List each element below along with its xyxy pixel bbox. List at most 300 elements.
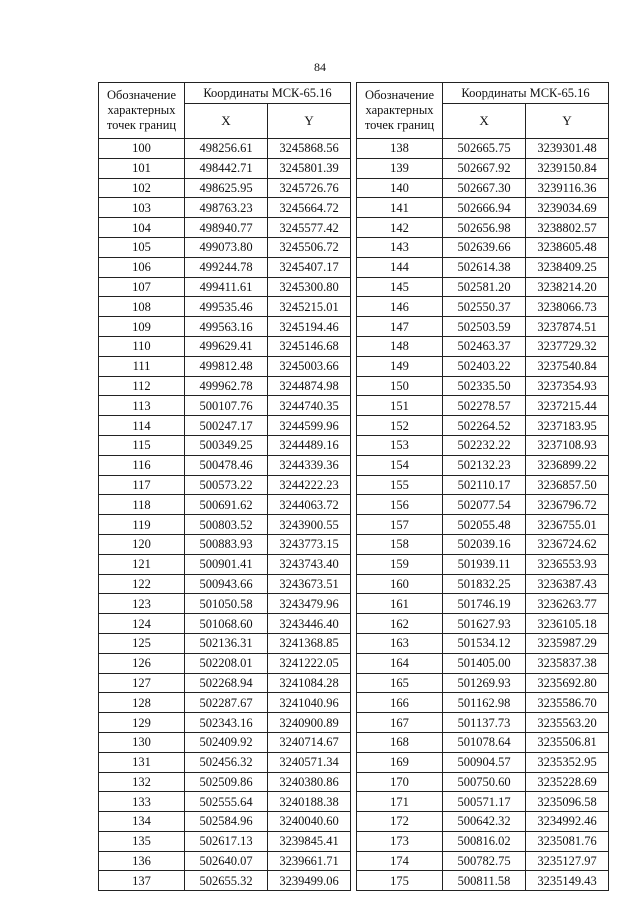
x-value-cell: 499629.41 <box>185 336 268 356</box>
point-number-cell: 112 <box>99 376 185 396</box>
y-value-cell: 3239034.69 <box>526 198 609 218</box>
x-column-header: X <box>443 104 526 139</box>
x-value-cell: 502456.32 <box>185 752 268 772</box>
x-value-cell: 502614.38 <box>443 257 526 277</box>
point-number-cell: 124 <box>99 614 185 634</box>
point-number-cell: 116 <box>99 455 185 475</box>
y-value-cell: 3238066.73 <box>526 297 609 317</box>
point-number-cell: 143 <box>357 237 443 257</box>
y-value-cell: 3245146.68 <box>268 336 351 356</box>
point-number-cell: 139 <box>357 158 443 178</box>
y-value-cell: 3236796.72 <box>526 495 609 515</box>
table-row <box>357 178 609 198</box>
x-value-cell: 500904.57 <box>443 752 526 772</box>
y-value-cell: 3243773.15 <box>268 534 351 554</box>
point-number-cell: 100 <box>99 139 185 159</box>
point-number-cell: 109 <box>99 317 185 337</box>
table-row <box>357 772 609 792</box>
x-value-cell: 502503.59 <box>443 317 526 337</box>
x-value-cell: 501939.11 <box>443 554 526 574</box>
point-number-cell: 163 <box>357 633 443 653</box>
y-value-cell: 3244222.23 <box>268 475 351 495</box>
point-number-cell: 123 <box>99 594 185 614</box>
table-row <box>99 871 351 891</box>
y-value-cell: 3235228.69 <box>526 772 609 792</box>
point-number-cell: 161 <box>357 594 443 614</box>
y-value-cell: 3244740.35 <box>268 396 351 416</box>
coordinates-table-right <box>356 82 609 891</box>
x-value-cell: 502343.16 <box>185 713 268 733</box>
point-number-cell: 125 <box>99 633 185 653</box>
x-value-cell: 499563.16 <box>185 317 268 337</box>
point-label-header <box>357 83 443 139</box>
x-value-cell: 502132.23 <box>443 455 526 475</box>
y-value-cell: 3245726.76 <box>268 178 351 198</box>
x-value-cell: 500943.66 <box>185 574 268 594</box>
x-value-cell: 502555.64 <box>185 792 268 812</box>
y-value-cell: 3235096.58 <box>526 792 609 812</box>
table-row <box>357 614 609 634</box>
table-row <box>357 376 609 396</box>
y-value-cell: 3245407.17 <box>268 257 351 277</box>
point-number-cell: 113 <box>99 396 185 416</box>
x-value-cell: 498763.23 <box>185 198 268 218</box>
table-row <box>99 831 351 851</box>
point-number-cell: 120 <box>99 534 185 554</box>
y-value-cell: 3235149.43 <box>526 871 609 891</box>
point-number-cell: 165 <box>357 673 443 693</box>
y-value-cell: 3237729.32 <box>526 336 609 356</box>
y-value-cell: 3241368.85 <box>268 633 351 653</box>
table-row <box>357 336 609 356</box>
y-value-cell: 3238214.20 <box>526 277 609 297</box>
x-value-cell: 502617.13 <box>185 831 268 851</box>
table-row <box>99 158 351 178</box>
x-value-cell: 502584.96 <box>185 812 268 832</box>
point-number-cell: 154 <box>357 455 443 475</box>
table-row <box>99 475 351 495</box>
y-value-cell: 3237540.84 <box>526 356 609 376</box>
point-number-cell: 107 <box>99 277 185 297</box>
point-label-line1: Обозначение <box>106 88 177 102</box>
point-number-cell: 152 <box>357 416 443 436</box>
table-row <box>357 495 609 515</box>
table-row <box>357 673 609 693</box>
table-row <box>357 515 609 535</box>
point-number-cell: 169 <box>357 752 443 772</box>
point-label-line3: точек границ <box>364 118 435 132</box>
x-value-cell: 500750.60 <box>443 772 526 792</box>
x-value-cell: 500573.22 <box>185 475 268 495</box>
table-row <box>99 495 351 515</box>
x-value-cell: 501269.93 <box>443 673 526 693</box>
point-number-cell: 172 <box>357 812 443 832</box>
x-value-cell: 501078.64 <box>443 732 526 752</box>
y-value-cell: 3236724.62 <box>526 534 609 554</box>
point-number-cell: 147 <box>357 317 443 337</box>
table-row <box>357 317 609 337</box>
table-row <box>357 594 609 614</box>
y-column-header: Y <box>268 104 351 139</box>
y-value-cell: 3236553.93 <box>526 554 609 574</box>
table-row <box>99 376 351 396</box>
y-value-cell: 3235127.97 <box>526 851 609 871</box>
point-number-cell: 149 <box>357 356 443 376</box>
point-number-cell: 173 <box>357 831 443 851</box>
y-value-cell: 3235586.70 <box>526 693 609 713</box>
x-value-cell: 502136.31 <box>185 633 268 653</box>
y-value-cell: 3245215.01 <box>268 297 351 317</box>
y-value-cell: 3245577.42 <box>268 218 351 238</box>
table-row <box>357 831 609 851</box>
x-column-header: X <box>185 104 268 139</box>
table-row <box>357 851 609 871</box>
table-row <box>99 673 351 693</box>
table-row <box>357 396 609 416</box>
table-row <box>99 297 351 317</box>
left-table-body <box>99 139 351 891</box>
y-value-cell: 3245801.39 <box>268 158 351 178</box>
x-value-cell: 502509.86 <box>185 772 268 792</box>
x-value-cell: 502550.37 <box>443 297 526 317</box>
y-value-cell: 3244599.96 <box>268 416 351 436</box>
x-value-cell: 502667.92 <box>443 158 526 178</box>
point-number-cell: 110 <box>99 336 185 356</box>
x-value-cell: 500691.62 <box>185 495 268 515</box>
table-row <box>357 237 609 257</box>
point-number-cell: 164 <box>357 653 443 673</box>
y-value-cell: 3234992.46 <box>526 812 609 832</box>
x-value-cell: 502463.37 <box>443 336 526 356</box>
point-number-cell: 134 <box>99 812 185 832</box>
y-value-cell: 3235563.20 <box>526 713 609 733</box>
table-row <box>357 633 609 653</box>
coord-group-header: Координаты МСК-65.16 <box>185 83 351 104</box>
x-value-cell: 501746.19 <box>443 594 526 614</box>
x-value-cell: 501137.73 <box>443 713 526 733</box>
table-row <box>99 317 351 337</box>
y-value-cell: 3237354.93 <box>526 376 609 396</box>
y-value-cell: 3243743.40 <box>268 554 351 574</box>
x-value-cell: 502581.20 <box>443 277 526 297</box>
y-value-cell: 3239150.84 <box>526 158 609 178</box>
table-row <box>99 416 351 436</box>
point-number-cell: 141 <box>357 198 443 218</box>
point-number-cell: 127 <box>99 673 185 693</box>
x-value-cell: 498442.71 <box>185 158 268 178</box>
x-value-cell: 501162.98 <box>443 693 526 713</box>
table-row <box>99 574 351 594</box>
point-number-cell: 132 <box>99 772 185 792</box>
y-value-cell: 3243479.96 <box>268 594 351 614</box>
x-value-cell: 499411.61 <box>185 277 268 297</box>
table-row <box>99 633 351 653</box>
table-row <box>357 416 609 436</box>
y-value-cell: 3235506.81 <box>526 732 609 752</box>
table-row <box>99 851 351 871</box>
point-number-cell: 106 <box>99 257 185 277</box>
point-number-cell: 174 <box>357 851 443 871</box>
point-number-cell: 135 <box>99 831 185 851</box>
table-row <box>99 713 351 733</box>
x-value-cell: 501050.58 <box>185 594 268 614</box>
point-number-cell: 117 <box>99 475 185 495</box>
x-value-cell: 502656.98 <box>443 218 526 238</box>
x-value-cell: 502055.48 <box>443 515 526 535</box>
y-value-cell: 3244874.98 <box>268 376 351 396</box>
point-label-line2: характерных <box>365 103 434 117</box>
point-number-cell: 105 <box>99 237 185 257</box>
y-value-cell: 3245506.72 <box>268 237 351 257</box>
y-value-cell: 3239301.48 <box>526 139 609 159</box>
table-row <box>99 772 351 792</box>
y-value-cell: 3237215.44 <box>526 396 609 416</box>
coord-group-header: Координаты МСК-65.16 <box>443 83 609 104</box>
table-row <box>357 574 609 594</box>
x-value-cell: 502667.30 <box>443 178 526 198</box>
table-row <box>357 713 609 733</box>
page-number: 84 <box>314 60 326 74</box>
x-value-cell: 502110.17 <box>443 475 526 495</box>
table-row <box>357 218 609 238</box>
table-row <box>357 871 609 891</box>
y-value-cell: 3236857.50 <box>526 475 609 495</box>
x-value-cell: 500247.17 <box>185 416 268 436</box>
point-number-cell: 111 <box>99 356 185 376</box>
point-number-cell: 145 <box>357 277 443 297</box>
table-row <box>357 158 609 178</box>
point-number-cell: 102 <box>99 178 185 198</box>
y-value-cell: 3240188.38 <box>268 792 351 812</box>
y-value-cell: 3238409.25 <box>526 257 609 277</box>
point-number-cell: 162 <box>357 614 443 634</box>
x-value-cell: 499812.48 <box>185 356 268 376</box>
y-value-cell: 3245194.46 <box>268 317 351 337</box>
point-number-cell: 155 <box>357 475 443 495</box>
y-value-cell: 3239845.41 <box>268 831 351 851</box>
x-value-cell: 501405.00 <box>443 653 526 673</box>
point-number-cell: 103 <box>99 198 185 218</box>
y-value-cell: 3240040.60 <box>268 812 351 832</box>
point-number-cell: 118 <box>99 495 185 515</box>
point-number-cell: 119 <box>99 515 185 535</box>
table-row <box>357 792 609 812</box>
table-row <box>357 455 609 475</box>
x-value-cell: 501534.12 <box>443 633 526 653</box>
table-row <box>357 693 609 713</box>
point-number-cell: 136 <box>99 851 185 871</box>
x-value-cell: 502278.57 <box>443 396 526 416</box>
coordinates-tables <box>98 82 614 891</box>
point-number-cell: 150 <box>357 376 443 396</box>
y-value-cell: 3243446.40 <box>268 614 351 634</box>
point-number-cell: 167 <box>357 713 443 733</box>
x-value-cell: 500107.76 <box>185 396 268 416</box>
y-value-cell: 3240900.89 <box>268 713 351 733</box>
point-number-cell: 130 <box>99 732 185 752</box>
y-value-cell: 3244489.16 <box>268 435 351 455</box>
x-value-cell: 502639.66 <box>443 237 526 257</box>
table-row <box>99 455 351 475</box>
point-number-cell: 115 <box>99 435 185 455</box>
table-row <box>357 554 609 574</box>
table-row <box>99 336 351 356</box>
x-value-cell: 502039.16 <box>443 534 526 554</box>
table-row <box>99 812 351 832</box>
point-number-cell: 148 <box>357 336 443 356</box>
point-number-cell: 104 <box>99 218 185 238</box>
table-row <box>99 257 351 277</box>
table-row <box>99 693 351 713</box>
point-number-cell: 170 <box>357 772 443 792</box>
x-value-cell: 502077.54 <box>443 495 526 515</box>
x-value-cell: 501832.25 <box>443 574 526 594</box>
y-column-header: Y <box>526 104 609 139</box>
y-value-cell: 3241084.28 <box>268 673 351 693</box>
y-value-cell: 3238605.48 <box>526 237 609 257</box>
y-value-cell: 3236755.01 <box>526 515 609 535</box>
table-row <box>357 732 609 752</box>
point-number-cell: 121 <box>99 554 185 574</box>
point-number-cell: 157 <box>357 515 443 535</box>
x-value-cell: 502665.75 <box>443 139 526 159</box>
right-table-body <box>357 139 609 891</box>
point-number-cell: 140 <box>357 178 443 198</box>
x-value-cell: 499962.78 <box>185 376 268 396</box>
x-value-cell: 500803.52 <box>185 515 268 535</box>
point-number-cell: 166 <box>357 693 443 713</box>
point-number-cell: 153 <box>357 435 443 455</box>
y-value-cell: 3243673.51 <box>268 574 351 594</box>
x-value-cell: 502403.22 <box>443 356 526 376</box>
y-value-cell: 3240571.34 <box>268 752 351 772</box>
table-row <box>357 435 609 455</box>
x-value-cell: 502268.94 <box>185 673 268 693</box>
point-number-cell: 171 <box>357 792 443 812</box>
point-label-line2: характерных <box>107 103 176 117</box>
point-number-cell: 156 <box>357 495 443 515</box>
table-row <box>99 396 351 416</box>
table-row <box>99 594 351 614</box>
point-number-cell: 168 <box>357 732 443 752</box>
y-value-cell: 3240714.67 <box>268 732 351 752</box>
table-row <box>99 653 351 673</box>
point-number-cell: 144 <box>357 257 443 277</box>
point-number-cell: 114 <box>99 416 185 436</box>
table-row <box>99 752 351 772</box>
y-value-cell: 3238802.57 <box>526 218 609 238</box>
x-value-cell: 499073.80 <box>185 237 268 257</box>
y-value-cell: 3236387.43 <box>526 574 609 594</box>
x-value-cell: 500478.46 <box>185 455 268 475</box>
y-value-cell: 3241222.05 <box>268 653 351 673</box>
x-value-cell: 498625.95 <box>185 178 268 198</box>
table-row <box>99 218 351 238</box>
y-value-cell: 3237108.93 <box>526 435 609 455</box>
point-number-cell: 122 <box>99 574 185 594</box>
table-row <box>99 554 351 574</box>
x-value-cell: 499535.46 <box>185 297 268 317</box>
point-number-cell: 101 <box>99 158 185 178</box>
y-value-cell: 3245664.72 <box>268 198 351 218</box>
table-row <box>99 732 351 752</box>
point-number-cell: 159 <box>357 554 443 574</box>
y-value-cell: 3235692.80 <box>526 673 609 693</box>
y-value-cell: 3235081.76 <box>526 831 609 851</box>
point-number-cell: 131 <box>99 752 185 772</box>
table-row <box>357 475 609 495</box>
x-value-cell: 500642.32 <box>443 812 526 832</box>
point-label-line3: точек границ <box>106 118 177 132</box>
x-value-cell: 502232.22 <box>443 435 526 455</box>
table-row <box>357 198 609 218</box>
table-row <box>99 435 351 455</box>
x-value-cell: 500811.58 <box>443 871 526 891</box>
table-row <box>99 139 351 159</box>
y-value-cell: 3237874.51 <box>526 317 609 337</box>
y-value-cell: 3240380.86 <box>268 772 351 792</box>
point-number-cell: 133 <box>99 792 185 812</box>
table-row <box>99 277 351 297</box>
table-row <box>99 198 351 218</box>
y-value-cell: 3243900.55 <box>268 515 351 535</box>
table-row <box>99 237 351 257</box>
x-value-cell: 499244.78 <box>185 257 268 277</box>
x-value-cell: 502409.92 <box>185 732 268 752</box>
table-row <box>357 752 609 772</box>
point-number-cell: 128 <box>99 693 185 713</box>
coordinates-table-left <box>98 82 351 891</box>
point-number-cell: 137 <box>99 871 185 891</box>
x-value-cell: 500349.25 <box>185 435 268 455</box>
x-value-cell: 498256.61 <box>185 139 268 159</box>
x-value-cell: 502335.50 <box>443 376 526 396</box>
point-label-line1: Обозначение <box>364 88 435 102</box>
point-number-cell: 146 <box>357 297 443 317</box>
x-value-cell: 502655.32 <box>185 871 268 891</box>
x-value-cell: 500883.93 <box>185 534 268 554</box>
x-value-cell: 501068.60 <box>185 614 268 634</box>
table-row <box>357 277 609 297</box>
y-value-cell: 3245868.56 <box>268 139 351 159</box>
point-number-cell: 108 <box>99 297 185 317</box>
point-number-cell: 158 <box>357 534 443 554</box>
y-value-cell: 3236105.18 <box>526 614 609 634</box>
x-value-cell: 502287.67 <box>185 693 268 713</box>
x-value-cell: 502264.52 <box>443 416 526 436</box>
y-value-cell: 3235987.29 <box>526 633 609 653</box>
y-value-cell: 3239116.36 <box>526 178 609 198</box>
table-row <box>99 515 351 535</box>
x-value-cell: 500816.02 <box>443 831 526 851</box>
point-label-header <box>99 83 185 139</box>
y-value-cell: 3245003.66 <box>268 356 351 376</box>
table-row <box>99 178 351 198</box>
x-value-cell: 501627.93 <box>443 614 526 634</box>
point-number-cell: 160 <box>357 574 443 594</box>
table-row <box>357 534 609 554</box>
y-value-cell: 3239661.71 <box>268 851 351 871</box>
point-number-cell: 126 <box>99 653 185 673</box>
x-value-cell: 500782.75 <box>443 851 526 871</box>
point-number-cell: 129 <box>99 713 185 733</box>
y-value-cell: 3241040.96 <box>268 693 351 713</box>
x-value-cell: 502208.01 <box>185 653 268 673</box>
y-value-cell: 3237183.95 <box>526 416 609 436</box>
table-row <box>99 534 351 554</box>
table-row <box>357 297 609 317</box>
y-value-cell: 3239499.06 <box>268 871 351 891</box>
